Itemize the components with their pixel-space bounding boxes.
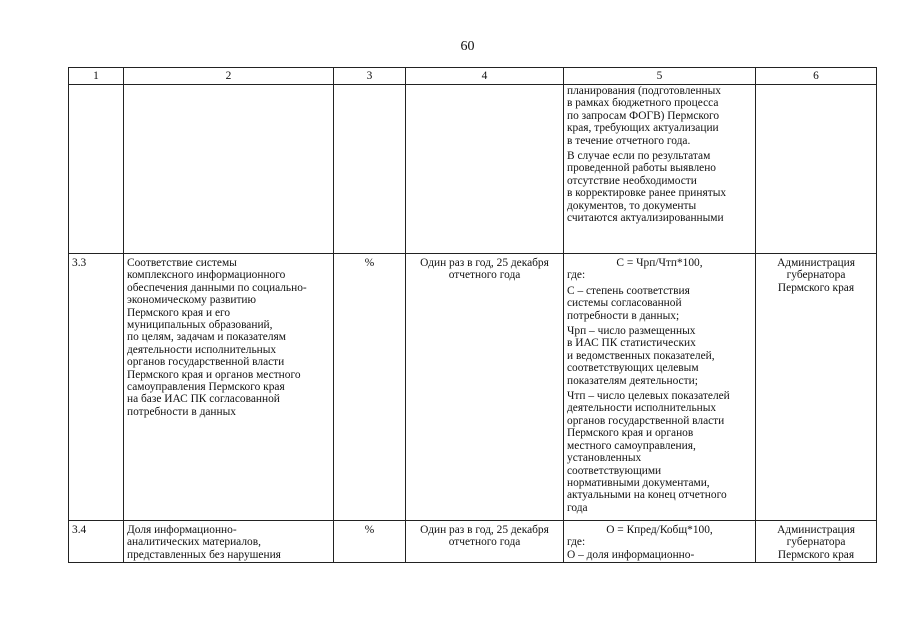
text-line: губернатора (786, 269, 846, 282)
text-line: местного самоуправления, (567, 439, 696, 452)
text-line: Соответствие системы (127, 257, 237, 269)
text-line: деятельности исполнительных (567, 402, 717, 415)
text-line: года (567, 501, 588, 514)
text-line: Пермского края и органов (567, 427, 694, 440)
text-line: Пермского края (777, 548, 855, 561)
text-line: Пермского края (777, 281, 855, 294)
text-line: в корректировке ранее принятых (567, 187, 727, 200)
periodicity-cell (406, 85, 564, 254)
text-line: на базе ИАС ПК согласованной (127, 393, 280, 406)
indicator-name-cell (124, 85, 334, 254)
text-line: документов, то документы (567, 199, 697, 212)
row-number-cell: 3.4 (69, 521, 124, 563)
method-paragraph (567, 150, 752, 224)
text-line: по целям, задачам и показателям (127, 331, 286, 344)
method-paragraph (567, 325, 752, 387)
text-line: актуальными на конец отчетного (567, 489, 727, 502)
text-line: деятельности исполнительных (127, 343, 277, 356)
row-number-cell: 3.3 (69, 254, 124, 521)
text-line: отчетного года (448, 536, 521, 549)
method-cell (564, 85, 756, 254)
row-number-cell (69, 85, 124, 254)
responsible-cell (756, 254, 877, 521)
text-line: губернатора (786, 536, 846, 549)
text-line: системы согласованной (567, 297, 682, 310)
text-line: где: (567, 269, 586, 282)
text-line: Чтп – число целевых показателей (567, 390, 730, 403)
text-line: соответствующих целевым (567, 362, 699, 375)
text-line: Один раз в год, 25 декабря (420, 524, 549, 536)
text-line: Доля информационно- (127, 524, 237, 536)
text-line: комплексного информационного (127, 269, 286, 282)
text-line: Чрп – число размещенных (567, 325, 696, 338)
text-line: представленных без нарушения (127, 548, 281, 561)
page-number: 60 (460, 39, 475, 54)
text-line: установленных (567, 452, 642, 465)
text-line: и ведомственных показателей, (567, 349, 715, 362)
periodicity-cell (406, 254, 564, 521)
text-line: экономическому развитию (127, 294, 257, 307)
unit-cell: % (334, 521, 406, 563)
method-cell (564, 521, 756, 563)
column-header: 4 (406, 68, 564, 85)
text-line: в течение отчетного года. (567, 134, 691, 147)
formula: С = Чрп/Чтп*100, (616, 257, 703, 269)
unit-cell: % (334, 254, 406, 521)
indicator-name-cell (124, 254, 334, 521)
text-line: аналитических материалов, (127, 536, 261, 549)
column-header: 3 (334, 68, 406, 85)
text-line: Один раз в год, 25 декабря (420, 257, 549, 269)
column-header: 5 (564, 68, 756, 85)
text-line: обеспечения данными по социально- (127, 281, 307, 294)
method-cell (564, 254, 756, 521)
text-line: Администрация (777, 257, 855, 269)
text-line: О – доля информационно- (567, 548, 695, 561)
text-line: отчетного года (448, 269, 521, 282)
text-line: отсутствие необходимости (567, 174, 697, 187)
text-line: органов государственной власти (127, 356, 285, 369)
table-row (69, 521, 877, 563)
column-header: 6 (756, 68, 877, 85)
text-line: соответствующими (567, 464, 662, 477)
text-line: Пермского края и его (127, 306, 231, 319)
text-line: считаются актуализированными (567, 212, 724, 225)
text-line: проведенной работы выявлено (567, 162, 716, 175)
table-row (69, 254, 877, 521)
periodicity-cell (406, 521, 564, 563)
method-paragraph (567, 285, 752, 322)
table-row (69, 85, 877, 254)
method-paragraph (567, 85, 752, 147)
method-paragraph (567, 269, 752, 281)
method-paragraph (567, 390, 752, 514)
responsible-cell (756, 521, 877, 563)
text-line: Администрация (777, 524, 855, 536)
text-line: муниципальных образований, (127, 319, 273, 332)
text-line: где: (567, 536, 586, 549)
responsible-cell (756, 85, 877, 254)
text-line: В случае если по результатам (567, 150, 711, 163)
formula: О = Кпред/Кобщ*100, (606, 524, 713, 536)
text-line: планирования (подготовленных (567, 85, 721, 97)
header-row (69, 68, 877, 85)
text-line: по запросам ФОГВ) Пермского (567, 109, 720, 122)
text-line: потребности в данных (127, 405, 236, 418)
text-line: потребности в данных; (567, 309, 680, 322)
indicator-table (68, 67, 877, 563)
unit-cell (334, 85, 406, 254)
text-line: Пермского края и органов местного (127, 368, 301, 381)
text-line: С – степень соответствия (567, 284, 690, 297)
indicator-name-cell (124, 521, 334, 563)
text-line: в рамках бюджетного процесса (567, 97, 719, 110)
column-header: 1 (69, 68, 124, 85)
text-line: органов государственной власти (567, 414, 725, 427)
text-line: самоуправления Пермского края (127, 381, 285, 394)
text-line: нормативными документами, (567, 476, 710, 489)
text-line: показателям деятельности; (567, 374, 698, 387)
text-line: края, требующих актуализации (567, 122, 719, 135)
text-line: в ИАС ПК статистических (567, 337, 696, 350)
column-header: 2 (124, 68, 334, 85)
